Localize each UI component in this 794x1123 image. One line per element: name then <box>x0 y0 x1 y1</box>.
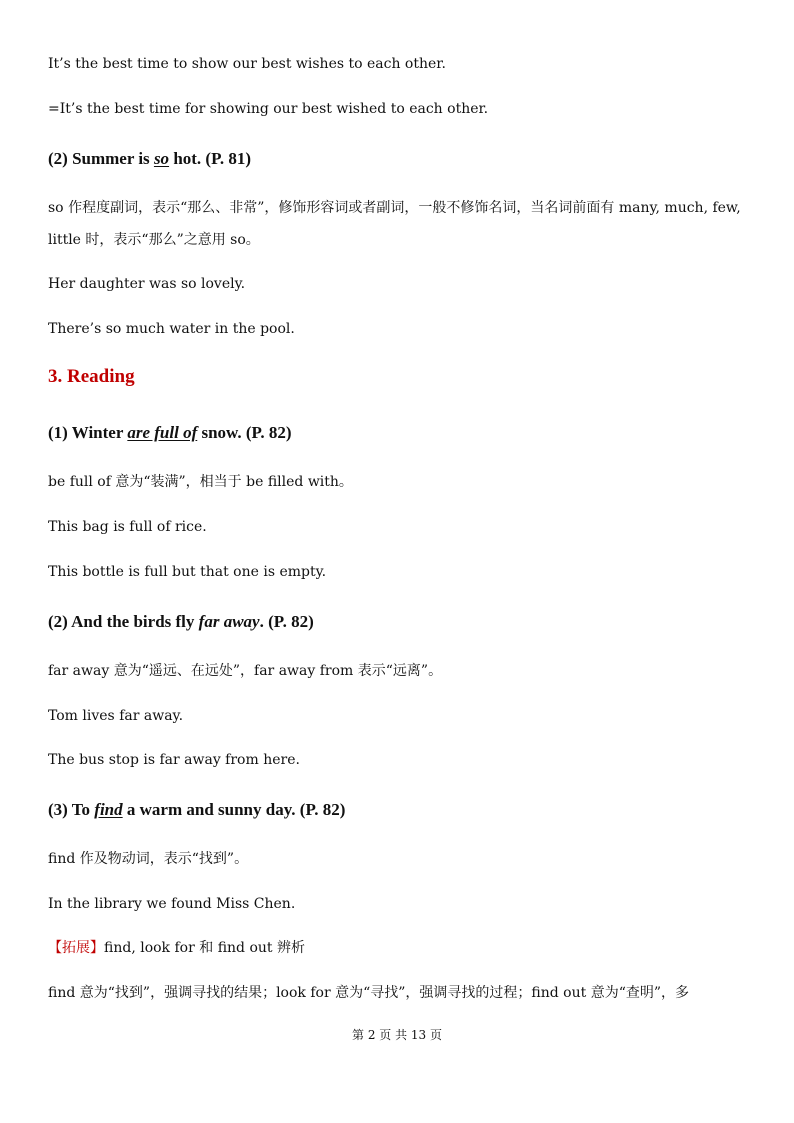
explanation-paragraph: find 意为“找到”，强调寻找的结果；look for 意为“寻找”，强调寻找的过程；find out 意为“查明”，多 <box>48 985 690 1001</box>
example-sentence: The bus stop is far away from here. <box>48 752 300 768</box>
page-footer: 第 2 页 共 13 页 <box>352 1028 442 1042</box>
key-phrase: find <box>94 800 123 819</box>
example-sentence: Tom lives far away. <box>48 708 184 724</box>
example-sentence: This bottle is full but that one is empty. <box>48 564 327 580</box>
example-sentence: There’s so much water in the pool. <box>48 321 295 337</box>
example-sentence: Her daughter was so lovely. <box>48 276 246 292</box>
extension-tag: 【拓展】 <box>48 940 104 956</box>
explanation-paragraph: far away 意为“遥远、在远处”，far away from 表示“远离”。 <box>48 663 443 679</box>
point-heading: (2) Summer is so hot. (P. 81) <box>48 149 252 168</box>
point-heading: (1) Winter are full of snow. (P. 82) <box>48 423 292 442</box>
section-heading: 3. Reading <box>48 366 135 387</box>
point-heading: (3) To find a warm and sunny day. (P. 82) <box>48 800 346 819</box>
point-heading: (2) And the birds fly far away. (P. 82) <box>48 612 314 631</box>
example-sentence: It’s the best time to show our best wishes to each other. <box>48 56 446 72</box>
example-sentence: In the library we found Miss Chen. <box>48 896 296 912</box>
key-phrase: so <box>153 149 170 168</box>
key-phrase: far away <box>198 612 260 631</box>
explanation-paragraph: so 作程度副词，表示“那么、非常”，修饰形容词或者副词，一般不修饰名词，当名词前面有 many, much, few, little 时，表示“那么”之意用 so。 <box>48 200 741 248</box>
key-phrase: are full of <box>127 423 198 442</box>
example-sentence: This bag is full of rice. <box>48 519 207 535</box>
extension-heading: 【拓展】find, look for 和 find out 辨析 <box>48 940 305 956</box>
explanation-paragraph: find 作及物动词，表示“找到”。 <box>48 851 249 867</box>
explanation-paragraph: be full of 意为“装满”，相当于 be filled with。 <box>48 474 353 490</box>
example-sentence: =It’s the best time for showing our best wished to each other. <box>48 101 489 117</box>
